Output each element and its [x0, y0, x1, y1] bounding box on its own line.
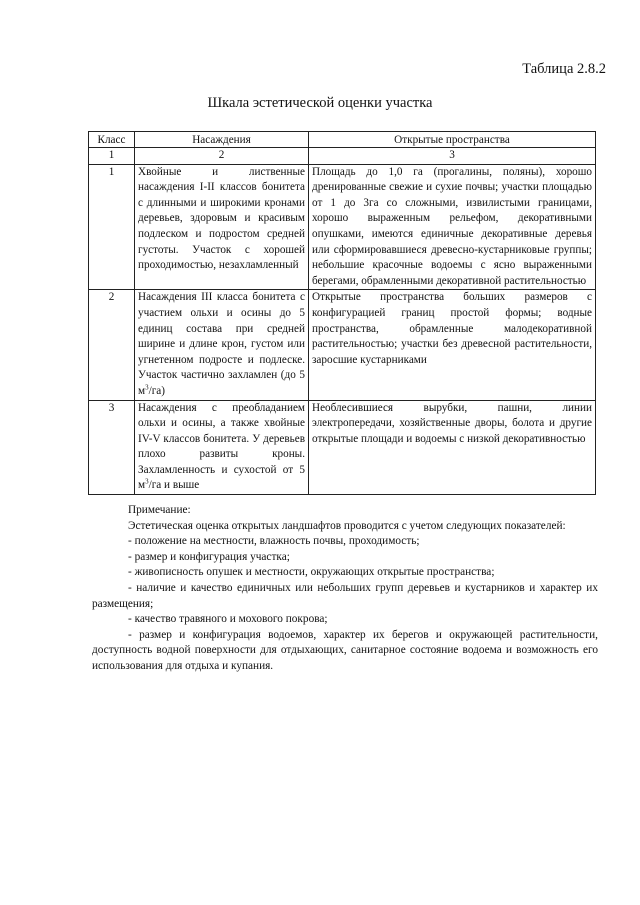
open-spaces-cell: Открытые пространства больших размеров с конфигурацией границ простой формы; водные пространства, обрамленные малодекоративной растительностью; участки без древесной растительности, заросшие кустарниками: [309, 290, 596, 400]
list-item: - живописность опушек и местности, окружающих открытые пространства;: [128, 566, 495, 579]
table-row: [89, 400, 596, 495]
notes-intro: Эстетическая оценка открытых ландшафтов проводится с учетом следующих показателей:: [128, 519, 566, 532]
notes-section: [92, 503, 598, 675]
list-item: - размер и конфигурация участка;: [128, 550, 290, 563]
open-spaces-cell: Необлесившиеся вырубки, пашни, линии электропередачи, хозяйственные дворы, болота и другие открытые площади и водоемы с низкой декоративностью: [309, 400, 596, 495]
list-item: - качество травяного и мохового покрова;: [128, 613, 328, 626]
class-cell: 3: [89, 400, 135, 495]
list-item: - положение на местности, влажность почвы, проходимость;: [128, 535, 420, 548]
header-cell-class: Класс: [89, 132, 135, 148]
aesthetic-scale-table: [88, 131, 596, 495]
superscript: 3: [145, 477, 149, 486]
index-cell: 3: [309, 148, 596, 165]
class-cell: 2: [89, 290, 135, 400]
plantings-text: Насаждения III класса бонитета с участием ольхи и осины до 5 единиц состава при средней ширине и длине крон, густом или угнетенном подросте и подлеске. Участок частично захламлен (до 5 м: [138, 291, 305, 397]
list-item: - размер и конфигурация водоемов, характер их берегов и окружающей растительности, доступность водной поверхности для отдыхающих, санитарное состояние водоема и возможность его использования для отдыха и купания.: [92, 628, 598, 672]
plantings-text-tail: /га): [148, 384, 165, 397]
plantings-text-tail: /га и выше: [148, 479, 200, 492]
open-spaces-cell: Площадь до 1,0 га (прогалины, поляны), хорошо дренированные свежие и сухие почвы; участки площадью от 1 до 3га со сложными, извилистыми границами, хорошо выраженным рельефом, декоративными опушками, имеются единичные декоративные деревья или сформировавшиеся древесно-кустарниковые группы; небольшие красочные водоемы с ясно выраженными берегами, обрамленными декоративной растительностью: [309, 164, 596, 290]
table-row: [89, 290, 596, 400]
index-cell: 1: [89, 148, 135, 165]
header-cell-plantings: Насаждения: [135, 132, 309, 148]
plantings-cell: Хвойные и лиственные насаждения I-II классов бонитета с длинными и широкими кронами деревьев, здоровым и красивым подлеском и подростом средней густоты. Участок с хорошей проходимостью, незахламленный: [135, 164, 309, 290]
table-row: [89, 164, 596, 290]
class-cell: 1: [89, 164, 135, 290]
index-cell: 2: [135, 148, 309, 165]
list-item: - наличие и качество единичных или небольших групп деревьев и кустарников и характер их размещения;: [92, 581, 598, 610]
superscript: 3: [145, 383, 149, 392]
header-row: [89, 132, 596, 148]
plantings-cell: [135, 290, 309, 400]
notes-heading: Примечание:: [128, 504, 191, 516]
plantings-cell: [135, 400, 309, 495]
header-cell-open-spaces: Открытые пространства: [309, 132, 596, 148]
table-title: Шкала эстетической оценки участка: [207, 95, 433, 111]
column-index-row: [89, 148, 596, 165]
plantings-text: Насаждения с преобладанием ольхи и осины, а также хвойные IV-V классов бонитета. У деревьев плохо развиты кроны. Захламленность и сухостой от 5 м: [138, 401, 305, 492]
table-number: Таблица 2.8.2: [522, 61, 606, 77]
